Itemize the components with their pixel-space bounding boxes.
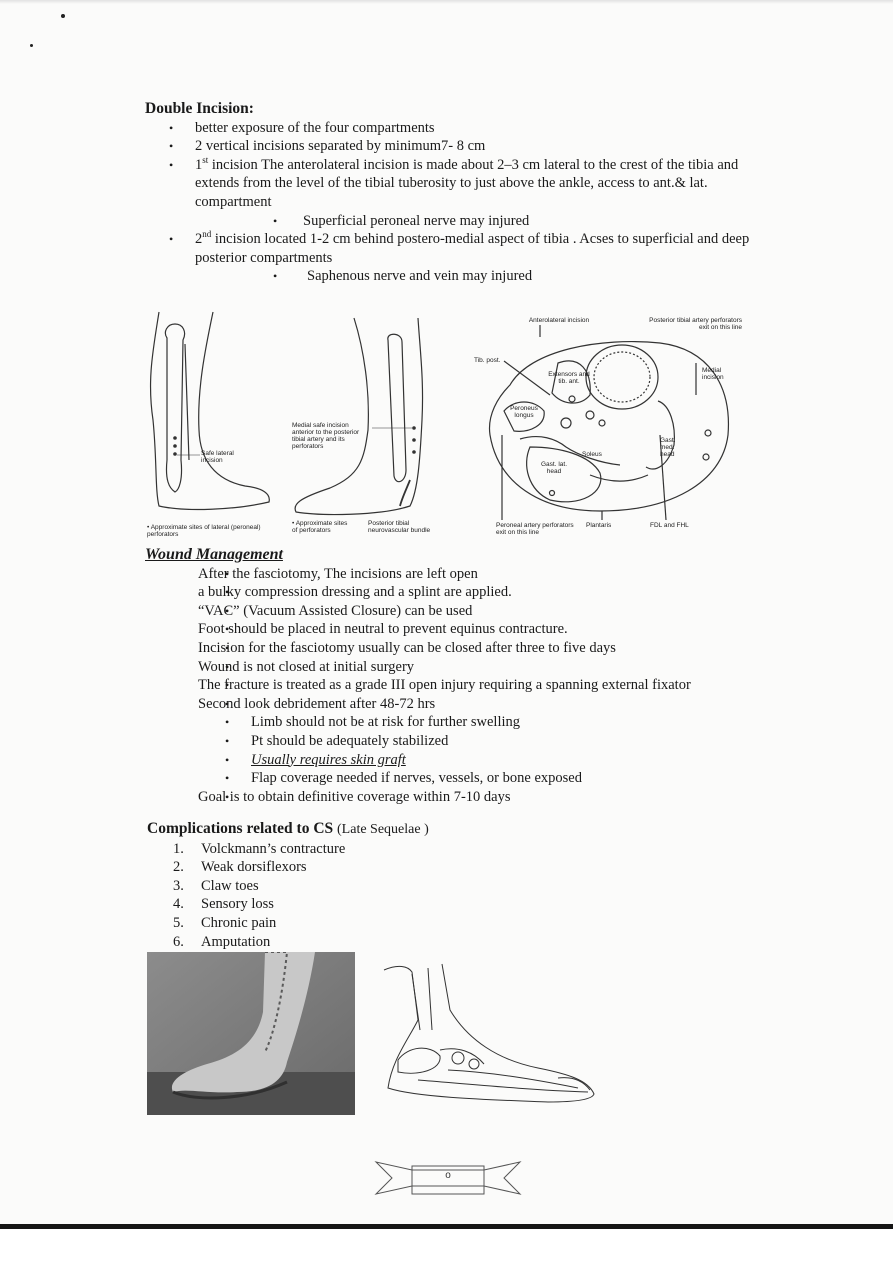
peroneus-longus-label: Peroneus longus (510, 405, 538, 419)
medial-leg-figure (290, 310, 460, 545)
complications-section (147, 820, 767, 951)
item-text: Volckmann’s contracture (201, 840, 346, 857)
contracture-photo (147, 952, 355, 1115)
page-number: o (445, 1170, 451, 1181)
medial-safe-incision-label: Medial safe incision anterior to the posterior tibial artery and its perforators (292, 422, 360, 450)
item-number: 3. (173, 877, 184, 894)
list-item: • Incision for the fasciotomy usually can be closed after three to five days (145, 639, 765, 658)
gast-med-head-label: Gast. med. head (660, 437, 676, 458)
ordinal-suffix: st (202, 154, 209, 165)
document-body (145, 100, 765, 286)
wound-management-section (145, 546, 765, 806)
list-item: • better exposure of the four compartments (145, 119, 765, 138)
item-number: 6. (173, 933, 184, 950)
complications-title: Complications related to CS (147, 820, 334, 837)
medial-leg-caption-bundle: Posterior tibial neurovascular bundle (368, 520, 431, 534)
cross-section-figure (470, 315, 745, 550)
list-item (147, 914, 767, 933)
item-text: Amputation (201, 933, 271, 950)
list-item: • 2 vertical incisions separated by minimum7- 8 cm (145, 137, 765, 156)
peroneal-perforators-label: Peroneal artery perforators exit on this line (496, 522, 574, 536)
sub-list-item (145, 751, 765, 770)
list-item (147, 877, 767, 896)
list-item: • Second look debridement after 48-72 hrs (145, 695, 765, 714)
item-number: 4. (173, 896, 184, 913)
fdl-fhl-label: FDL and FHL (650, 522, 689, 529)
page-number-ornament (372, 1156, 524, 1202)
posterior-tibial-perforators-label: Posterior tibial artery perforators exit on this line (649, 317, 742, 331)
wound-management-list (145, 565, 765, 807)
list-item: • Foot should be placed in neutral to prevent equinus contracture. (145, 620, 765, 639)
complications-list (147, 840, 767, 952)
list-item-second-incision (145, 230, 765, 267)
lateral-leg-caption: • Approximate sites of lateral (peroneal) perforators (147, 524, 261, 538)
list-item: • Wound is not closed at initial surgery (145, 658, 765, 677)
page-top-edge (0, 0, 893, 4)
ordinal: 1 (195, 156, 203, 173)
complications-heading (147, 820, 767, 840)
plantaris-label: Plantaris (586, 522, 612, 529)
item-text: Chronic pain (201, 914, 277, 931)
item-number: 5. (173, 914, 184, 931)
sub-list-item: • Flap coverage needed if nerves, vessels, or bone exposed (145, 769, 765, 788)
list-item: • “VAC” (Vacuum Assisted Closure) can be used (145, 602, 765, 621)
list-item-first-incision (145, 156, 765, 212)
list-item: • Goal is to obtain definitive coverage within 7-10 days (145, 788, 765, 807)
double-incision-heading: Double Incision: (145, 100, 254, 117)
list-item (147, 840, 767, 859)
gast-lat-head-label: Gast. lat. head (540, 461, 567, 475)
anterolateral-incision-label: Anterolateral incision (528, 317, 590, 324)
sub-list-item: • Superficial peroneal nerve may injured (145, 212, 765, 231)
scan-speck (30, 44, 33, 47)
list-item (147, 858, 767, 877)
foot-skeleton-figure (378, 960, 600, 1108)
ordinal-suffix: nd (202, 229, 212, 240)
item-text: Weak dorsiflexors (201, 859, 307, 876)
item-text: Sensory loss (201, 896, 274, 913)
lateral-leg-figure (145, 310, 275, 538)
list-item (147, 895, 767, 914)
double-incision-list (145, 119, 765, 286)
item-text: Claw toes (201, 877, 259, 894)
medial-leg-caption-perforators: • Approximate sites of perforators (292, 520, 348, 534)
list-item: • The fracture is treated as a grade III open injury requiring a spanning external fixator (145, 676, 765, 695)
item-number: 2. (173, 859, 184, 876)
ordinal: 2 (195, 231, 203, 248)
list-item: • a bulky compression dressing and a splint are applied. (145, 583, 765, 602)
item-number: 1. (173, 840, 184, 857)
extensors-label: Extensors and tib. ant. (548, 371, 590, 385)
second-incision-text: incision located 1-2 cm behind postero-medial aspect of tibia . Acses to superficial and deep posterior compartments (195, 231, 750, 266)
scan-speck (61, 14, 65, 18)
page-bottom-edge (0, 1224, 893, 1268)
soleus-label: Soleus (582, 451, 602, 458)
list-item: • After the fasciotomy, The incisions are left open (145, 565, 765, 584)
medial-incision-label: Medial incision (702, 367, 724, 381)
sub-list-item: • Limb should not be at risk for further swelling (145, 713, 765, 732)
tib-post-label: Tib. post. (474, 357, 501, 364)
wound-management-heading: Wound Management (145, 546, 283, 563)
sub-list-item: • Pt should be adequately stabilized (145, 732, 765, 751)
complications-subtitle: (Late Sequelae ) (337, 822, 429, 837)
list-item (147, 933, 767, 952)
safe-lateral-incision-label: Safe lateral incision (201, 450, 234, 464)
first-incision-text: incision The anterolateral incision is made about 2–3 cm lateral to the crest of the tibia and extends from the level of the tibial tuberosity to just above the ankle, access to ant.& lat. compartment (195, 156, 739, 210)
sub-list-item: • Saphenous nerve and vein may injured (145, 267, 765, 286)
skin-graft-text: Usually requires skin graft (251, 751, 406, 768)
